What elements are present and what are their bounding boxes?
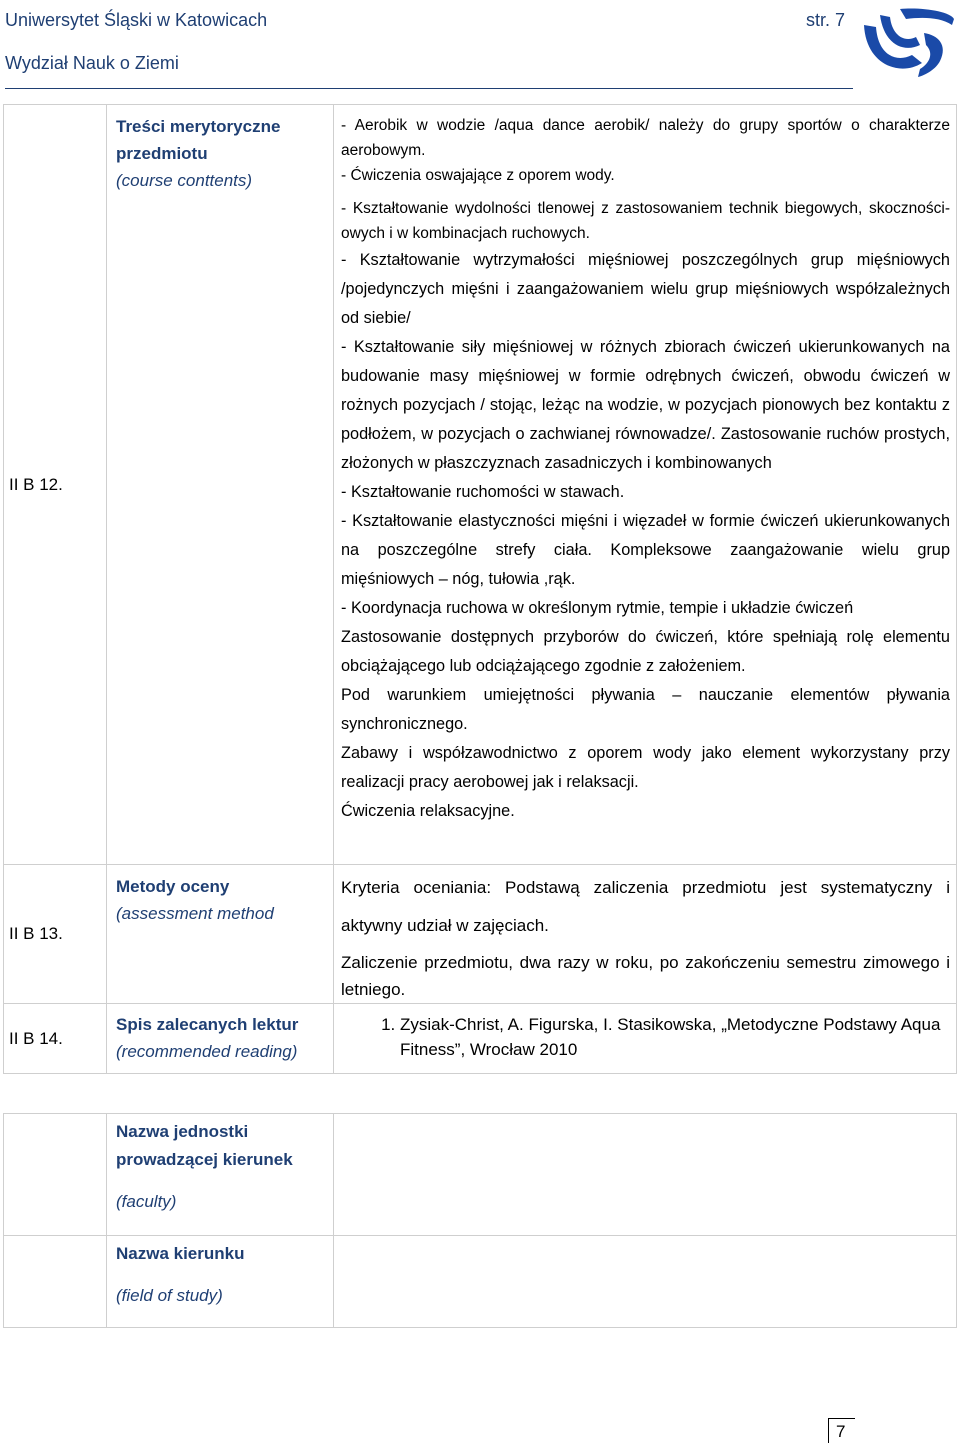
cell-code-b12 — [4, 105, 107, 865]
content-line: - Kształtowanie wydolności tlenowej z zastosowaniem technik biegowych, skocznościowych i w kombinacjach ruchowych. — [341, 200, 950, 242]
row-label — [107, 865, 333, 927]
row-field — [4, 1236, 957, 1328]
empty-cell — [4, 1114, 107, 1236]
cell-code-b13 — [4, 865, 107, 1004]
page-number: 7 — [836, 1422, 846, 1441]
assessment-text — [334, 865, 956, 1003]
content-paragraph: - Kształtowanie wytrzymałości mięśniowej poszczególnych grup mięśniowych /pojedynczych mięśni i zaangażowaniem wielu grup mięśniowych współzależnych od siebie/ — [341, 251, 950, 327]
content-line: - Aerobik w wodzie /aqua dance aerobik/ należy do grupy sportów o charakterze aerobowym. — [341, 117, 950, 159]
reading-list — [334, 1004, 956, 1062]
row-label — [107, 105, 333, 194]
cell-label-b14 — [107, 1004, 334, 1074]
row-code: II B 14. — [9, 1028, 63, 1048]
label-italic: (faculty) — [116, 1192, 177, 1211]
course-content — [334, 105, 956, 826]
header-divider — [5, 88, 853, 89]
row-code: II B 13. — [9, 924, 63, 943]
cell-content-b12 — [334, 105, 957, 865]
label-italic: (course conttents) — [116, 171, 253, 190]
cell-faculty-label — [107, 1114, 334, 1236]
label-italic: (recommended reading) — [116, 1042, 298, 1061]
header-page-label: str. 7 — [806, 10, 846, 30]
content-paragraph: - Koordynacja ruchowa w określonym rytmie, tempie i układzie ćwiczeń — [341, 599, 854, 617]
content-paragraph: Ćwiczenia relaksacyjne. — [341, 802, 515, 820]
course-info-table — [3, 104, 957, 1074]
field-label — [107, 1236, 333, 1310]
field-value-cell — [334, 1236, 957, 1328]
label-bold: Nazwa kierunku — [116, 1244, 245, 1263]
faculty-label — [107, 1114, 333, 1216]
content-paragraph: Zabawy i współzawodnictwo z oporem wody jako element wykorzystany przy realizacji pracy aerobowej jak i relaksacji. — [341, 744, 950, 791]
row-b13 — [4, 865, 957, 1004]
row-code: II B 12. — [9, 474, 63, 494]
assessment-completion: Zaliczenie przedmiotu, dwa razy w roku, po zakończeniu semestru zimowego i letniego. — [341, 953, 950, 999]
content-paragraph: Zastosowanie dostępnych przyborów do ćwiczeń, które spełniają rolę elementu obciążającego lub odciążającego zgodnie z założeniem. — [341, 628, 950, 675]
label-italic: (assessment method — [116, 904, 274, 923]
cell-label-b12 — [107, 105, 334, 865]
label-bold: Nazwa jednostki prowadzącej kierunek — [116, 1122, 293, 1169]
content-paragraph: - Kształtowanie elastyczności mięśni i więzadeł w formie ćwiczeń ukierunkowanych na poszczególne strefy ciała. Kompleksowe zaangażowanie wielu grup mięśniowych – nóg, tułowia ,rąk. — [341, 512, 950, 588]
label-bold: Spis zalecanych lektur — [116, 1015, 299, 1034]
assessment-criteria: Kryteria oceniania: Podstawą zaliczenia przedmiotu jest systematyczny i aktywny udział w zajęciach. — [341, 878, 950, 935]
cell-field-label — [107, 1236, 334, 1328]
cell-code-b14 — [4, 1004, 107, 1074]
row-b14 — [4, 1004, 957, 1074]
university-logo-icon — [860, 5, 956, 87]
content-paragraph: - Kształtowanie ruchomości w stawach. — [341, 483, 625, 501]
empty-cell — [4, 1236, 107, 1328]
faculty-value-cell — [334, 1114, 957, 1236]
row-label — [107, 1004, 333, 1065]
label-italic: (field of study) — [116, 1286, 223, 1305]
label-bold: Treści merytoryczne przedmiotu — [116, 117, 281, 163]
header-university: Uniwersytet Śląski w Katowicach — [5, 10, 268, 30]
cell-content-b13 — [334, 865, 957, 1004]
row-b12 — [4, 105, 957, 865]
header-faculty: Wydział Nauk o Ziemi — [5, 53, 179, 73]
content-line: - Ćwiczenia oswajające z oporem wody. — [341, 167, 615, 184]
row-faculty — [4, 1114, 957, 1236]
program-info-table — [3, 1113, 957, 1328]
label-bold: Metody oceny — [116, 877, 230, 896]
content-paragraph: Pod warunkiem umiejętności pływania – nauczanie elementów pływania synchronicznego. — [341, 686, 950, 733]
cell-label-b13 — [107, 865, 334, 1004]
content-paragraph: - Kształtowanie siły mięśniowej w różnych zbiorach ćwiczeń ukierunkowanych na budowanie masy mięśniowej w formie odrębnych ćwiczeń, obwodu ćwiczeń w rożnych pozycjach / stojąc, leżąc na wodzie, w pozycjach pionowych bez kontaktu z podłożem, w pozycjach o zachwianej równowadze/. Zastosowanie ruchów prostych, złożonych w płaszczyznach zasadniczych i kombinowanych — [341, 338, 950, 472]
reading-item: 1. Zysiak-Christ, A. Figurska, I. Stasikowska, „Metodyczne Podstawy Aqua Fitness”, Wrocław 2010 — [400, 1012, 956, 1062]
cell-content-b14 — [334, 1004, 957, 1074]
